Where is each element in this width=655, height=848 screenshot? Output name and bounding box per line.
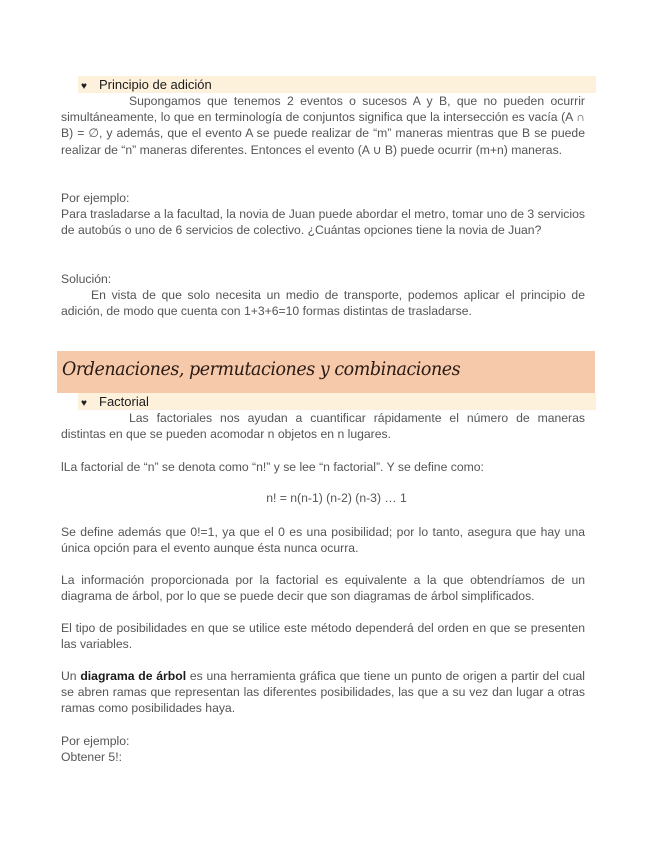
- zero-factorial-text: Se define además que 0!=1, ya que el 0 es una posibilidad; por lo tanto, asegura que hay una única opción para el evento aunque ésta nunca ocurra.: [61, 525, 585, 556]
- factorial-definition: lLa factorial de “n” se denota como “n!” y se lee “n factorial”. Y se define como:: [61, 460, 484, 474]
- solution-text: En vista de que solo necesita un medio de transporte, podemos aplicar el principio de adición, de modo que cuenta con 1+3+6=10 formas distintas de trasladarse.: [61, 288, 585, 319]
- bullet-principio-adicion: [78, 76, 596, 93]
- factorial-intro: Las factoriales nos ayudan a cuantificar rápidamente el número de maneras distintas en que se pueden acomodar n objetos en n lugares.: [61, 411, 585, 442]
- section-title: Ordenaciones, permutaciones y combinaciones: [62, 358, 461, 380]
- tree-info-text: La información proporcionada por la factorial es equivalente a la que obtendríamos de un diagrama de árbol, por lo que se puede decir que son diagramas de árbol simplificados.: [61, 573, 585, 604]
- tree-def-prefix: Un: [61, 669, 81, 683]
- factorial-formula: n! = n(n-1) (n-2) (n-3) … 1: [266, 491, 407, 505]
- tree-definition-text: [61, 668, 585, 717]
- example-text-1: Para trasladarse a la facultad, la novia de Juan puede abordar el metro, tomar uno de 3 servicios de autobús o uno de 6 servicios de colectivo. ¿Cuántas opciones tiene la novia de Juan?: [61, 207, 585, 238]
- bullet-label: Principio de adición: [99, 77, 212, 92]
- tree-def-rest: es una herramienta gráfica que tiene un punto de origen a partir del cual se abren ramas que representan las diferentes posibilidades, las que a su vez dan lugar a otras ramas como posibilidades haya.: [61, 669, 585, 716]
- heart-bullet-icon: ♥: [81, 81, 87, 92]
- tree-def-bold: diagrama de árbol: [80, 669, 187, 683]
- heart-bullet-icon: ♥: [81, 398, 87, 409]
- example-text-2: Obtener 5!:: [61, 750, 122, 764]
- solution-label: Solución:: [61, 272, 112, 286]
- paragraph-adicion: Supongamos que tenemos 2 eventos o sucesos A y B, que no pueden ocurrir simultáneamente, lo que en terminología de conjuntos significa que la intersección es vacía (A ∩ B) = ∅, y además, que el evento A se puede realizar de “m” maneras mientras que B se puede realizar de “n” maneras diferentes. Entonces el evento (A ∪ B) puede ocurrir (m+n) maneras.: [61, 94, 585, 157]
- bullet-label: Factorial: [99, 394, 149, 409]
- example-label-1: Por ejemplo:: [61, 191, 130, 205]
- method-info-text: El tipo de posibilidades en que se utilice este método dependerá del orden en que se presenten las variables.: [61, 621, 585, 652]
- bullet-factorial: [78, 393, 596, 410]
- example-label-2: Por ejemplo:: [61, 734, 130, 748]
